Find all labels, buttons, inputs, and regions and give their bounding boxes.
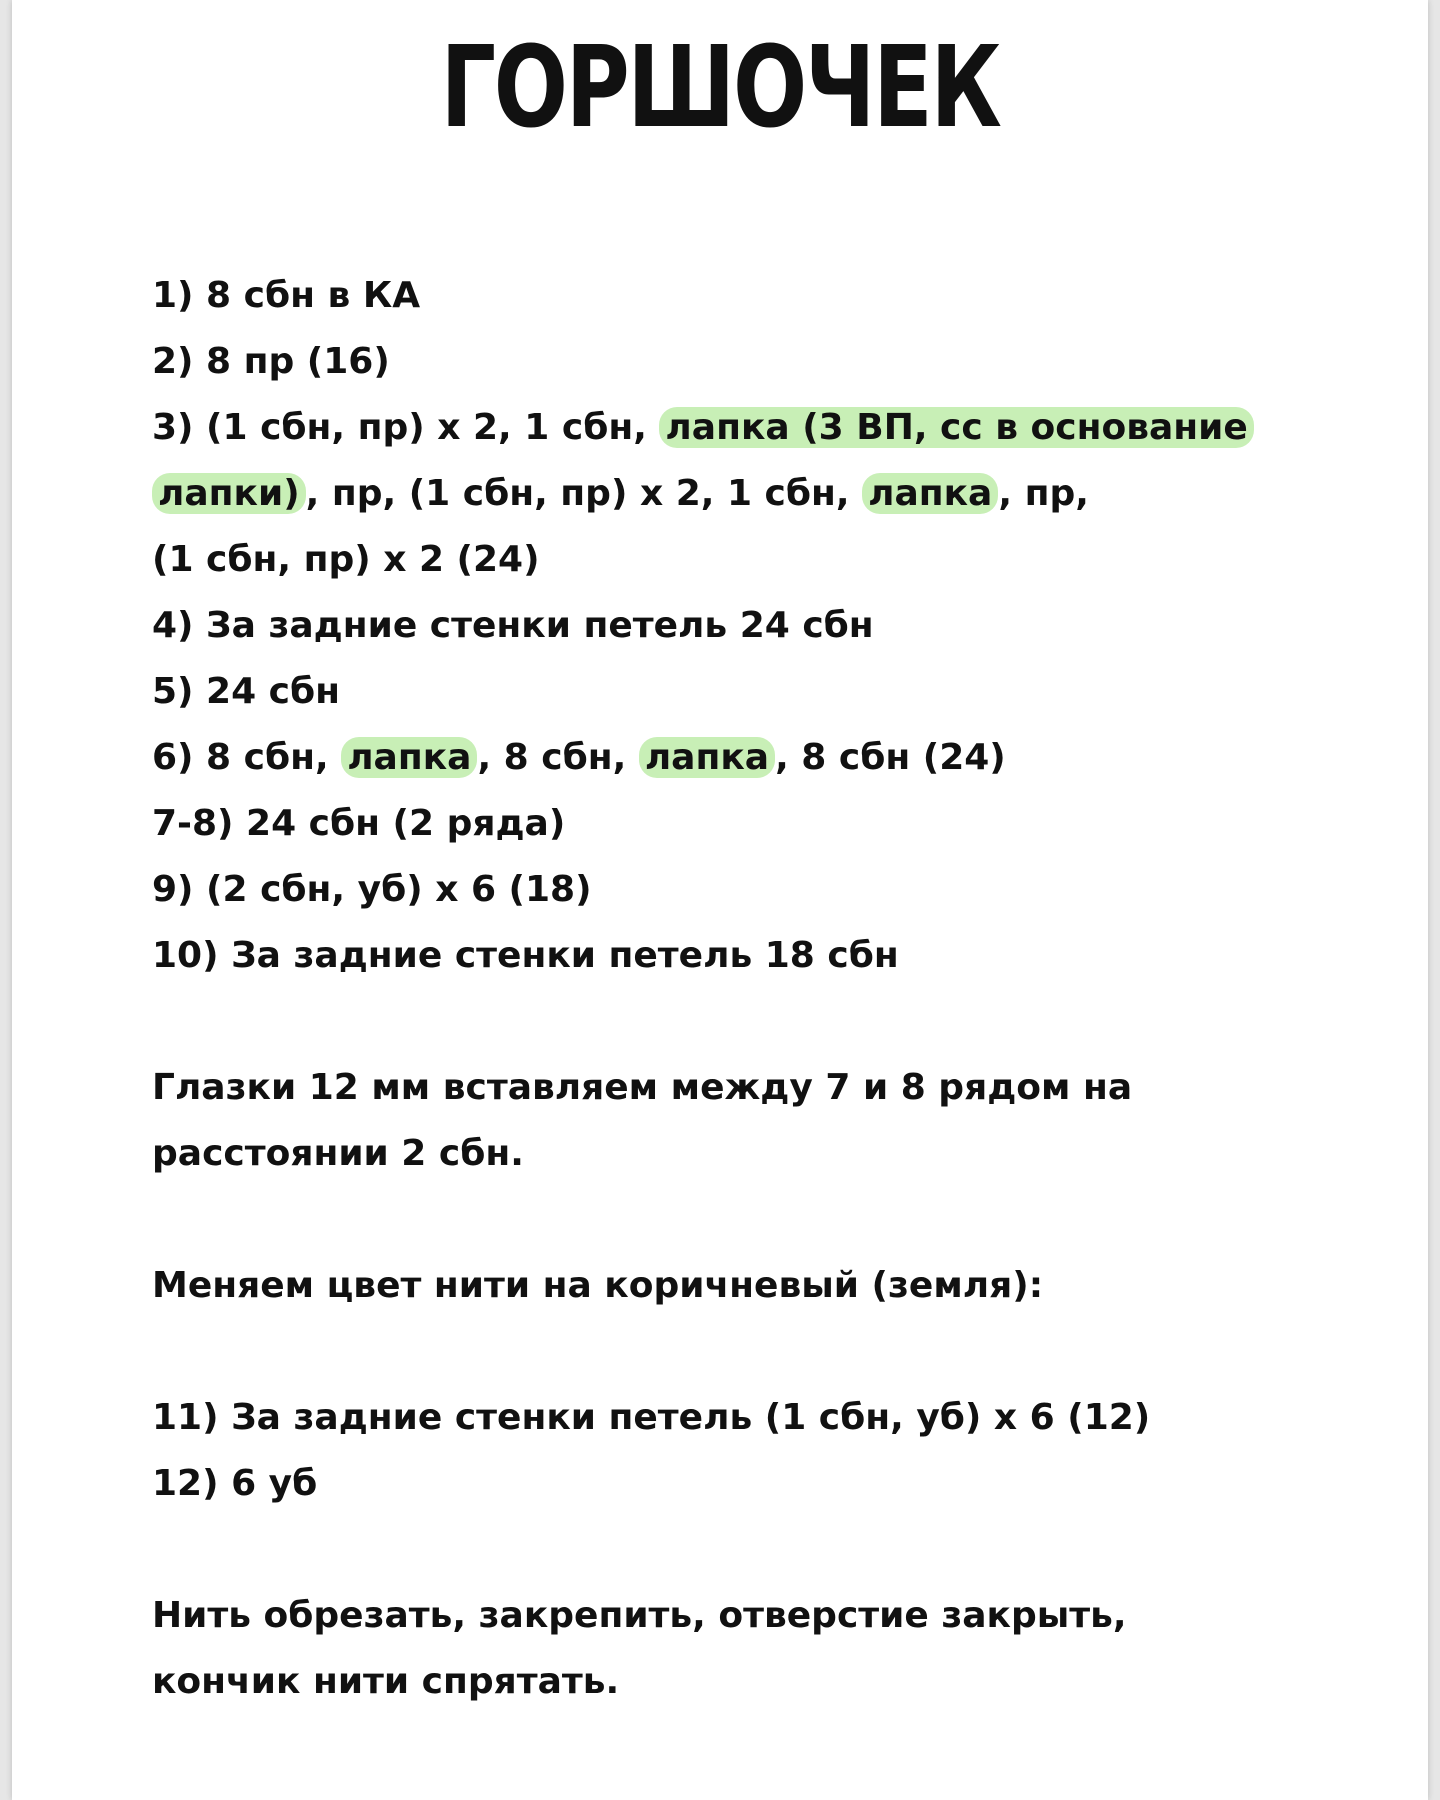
highlight-paw: лапка — [639, 737, 775, 778]
highlight-paw-definition-end: лапки) — [152, 473, 306, 514]
row-7-8: 7-8) 24 сбн (2 ряда) — [152, 803, 566, 844]
color-change-note: Меняем цвет нити на коричневый (земля): — [152, 1265, 1044, 1306]
highlight-paw: лапка — [341, 737, 477, 778]
eyes-note-line-1: Глазки 12 мм вставляем между 7 и 8 рядом на — [152, 1067, 1133, 1108]
page-title: ГОРШОЧЕК — [440, 23, 1000, 153]
spacer — [152, 1187, 1312, 1253]
row-5: 5) 24 сбн — [152, 671, 341, 712]
row-10: 10) За задние стенки петель 18 сбн — [152, 935, 899, 976]
row-3-line-1 — [152, 395, 1312, 461]
row-3-line-2 — [152, 461, 1312, 527]
row-3-text-2: , пр, (1 сбн, пр) х 2, 1 сбн, — [305, 473, 863, 514]
spacer — [152, 1319, 1312, 1385]
finish-note-line-1: Нить обрезать, закрепить, отверстие закрыть, — [152, 1595, 1127, 1636]
pattern-instructions — [152, 263, 1312, 1715]
spacer — [152, 989, 1312, 1055]
highlight-paw-definition: лапка (3 ВП, сс в основание — [659, 407, 1253, 448]
eyes-note-line-2: расстоянии 2 сбн. — [152, 1133, 524, 1174]
row-6-text: 6) 8 сбн, — [152, 737, 342, 778]
row-6-text-2: , 8 сбн, — [477, 737, 639, 778]
spacer — [152, 1517, 1312, 1583]
row-3-text: 3) (1 сбн, пр) х 2, 1 сбн, — [152, 407, 660, 448]
row-6 — [152, 725, 1312, 791]
row-3-text-3: , пр, — [998, 473, 1089, 514]
document-page — [12, 0, 1428, 1800]
finish-note-line-2: кончик нити спрятать. — [152, 1661, 620, 1702]
row-3-line-3: (1 сбн, пр) х 2 (24) — [152, 539, 540, 580]
row-9: 9) (2 сбн, уб) х 6 (18) — [152, 869, 592, 910]
row-2: 2) 8 пр (16) — [152, 341, 390, 382]
row-6-text-3: , 8 сбн (24) — [775, 737, 1006, 778]
row-1: 1) 8 сбн в КА — [152, 275, 421, 316]
row-12: 12) 6 уб — [152, 1463, 318, 1504]
row-4: 4) За задние стенки петель 24 сбн — [152, 605, 874, 646]
row-11: 11) За задние стенки петель (1 сбн, уб) х 6 (12) — [152, 1397, 1151, 1438]
highlight-paw: лапка — [862, 473, 998, 514]
